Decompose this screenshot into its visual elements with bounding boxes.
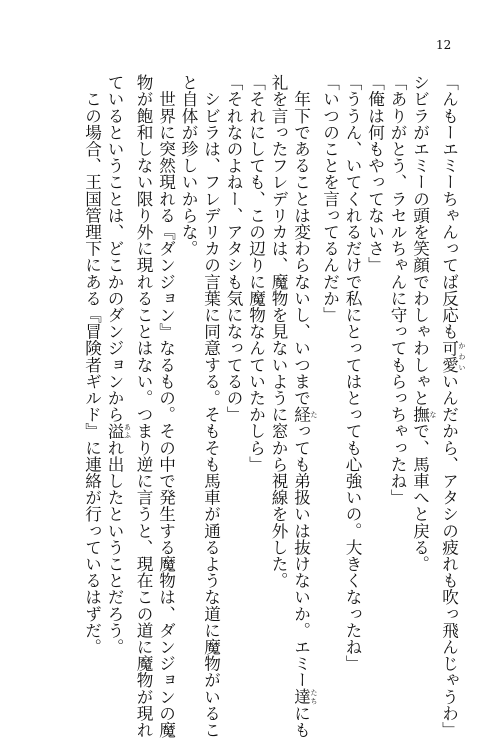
text-line: ているということは、どこかのダンジョンから溢 あふれ出したということだろう。 (105, 74, 132, 656)
text-line: 年下であることは変わらないし、いつまで経 たっても弟扱いは抜けないか。エミー達 たちにも (291, 74, 318, 738)
text-line: 「ありがとう、ラセルちゃんに守ってもらっちゃったね」 (388, 74, 407, 506)
text-line: 世界に突然現れる『ダンジョン』なるもの。その中で発生する魔物は、ダンジョンの魔 (156, 74, 176, 738)
text-line: シビラがエミーの頭を笑顔でわしゃわしゃと撫 なで、馬車へと戻る。 (410, 74, 437, 573)
text-line: 「んもーエミーちゃんってば反応も可愛 かわいいんだから、アタシの疲れも吹っ飛んじゃうわ」 (439, 74, 466, 738)
furigana-ruby: 達 たち (291, 688, 318, 705)
text-line: 「それなのよねー、アタシも気になってるの」 (224, 74, 243, 423)
furigana-ruby: 撫 な (410, 406, 437, 423)
text-line: と自体が珍しいからな。 (179, 74, 198, 257)
text-line: 「いつのことを言ってるんだか」 (320, 74, 340, 323)
text-line: 「俺は何もやってないさ」 (365, 74, 385, 274)
text-line: 礼を言ったフレデリカは、魔物を見ないように窓から視線を外した。 (269, 74, 288, 589)
furigana-ruby: 溢 あふ (105, 422, 132, 440)
text-line: 「それにしても、この辺りに魔物なんていたかしら」 (246, 74, 266, 473)
furigana-ruby: 経 た (291, 406, 318, 423)
text-line: この場合、王国管理下にある『冒険者ギルド』に連絡が行っているはずだ。 (82, 74, 102, 655)
text-line: シビラは、フレデリカの言葉に同意する。そもそも馬車が通るような道に魔物がいるこ (201, 74, 221, 738)
vertical-text-body (82, 74, 466, 738)
text-line: 物が飽和しない限り外に現れることはない。つまり逆に言うと、現在この道に魔物が現れ (134, 74, 153, 738)
text-line: 「ううん、いてくれるだけで私にとってはとっても心強いの。大きくなったね」 (343, 74, 362, 672)
furigana-ruby: 可愛 かわい (439, 339, 466, 373)
page-number: 12 (436, 38, 452, 52)
